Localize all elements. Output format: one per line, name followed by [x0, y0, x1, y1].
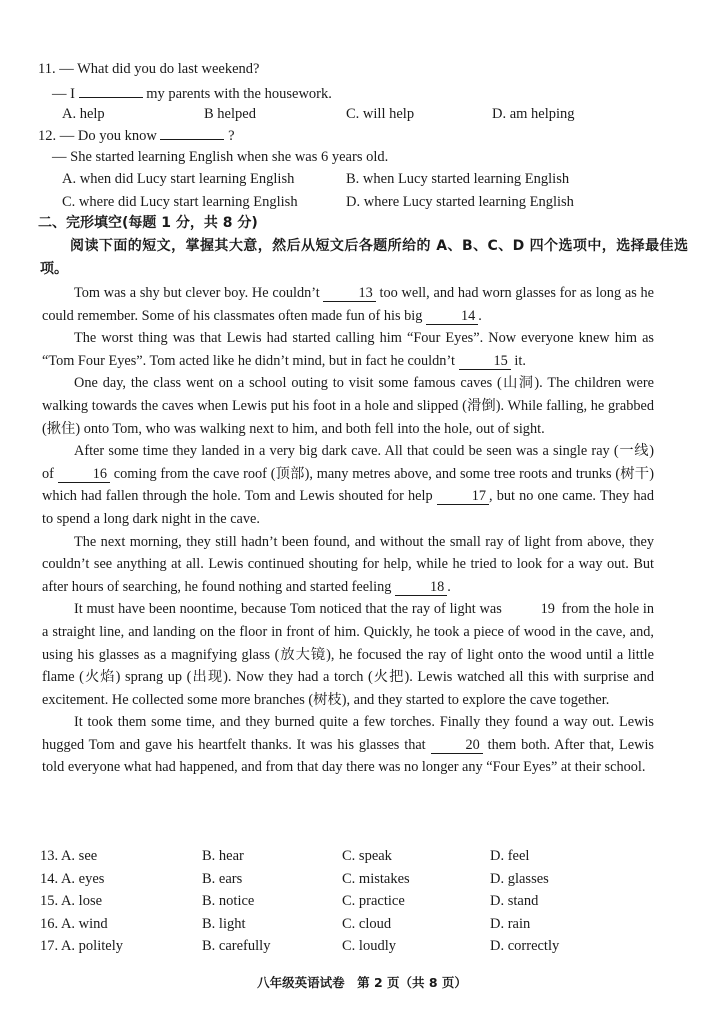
- stem-before: 12. — Do you know: [38, 128, 157, 144]
- blank-19: 19: [540, 601, 555, 618]
- question-12-options-cd: [38, 191, 688, 214]
- blank-14: 14: [426, 309, 478, 325]
- option-d: D. feel: [490, 848, 530, 864]
- cloze-options: [40, 845, 660, 958]
- option-b: B. notice: [202, 893, 255, 910]
- options-13: [40, 845, 660, 868]
- option-a: 17. A. politely: [40, 938, 123, 955]
- text: .: [478, 307, 482, 324]
- option-b: B helped: [204, 106, 256, 123]
- text: too well, and had worn glasses for as long as he could remember. Some of his classmates often made fun of his big: [42, 285, 654, 324]
- option-a: 16. A. wind: [40, 915, 108, 932]
- question-12: [38, 123, 688, 213]
- paragraph-6: [42, 598, 654, 711]
- text: After some time they landed in a very big dark cave. All that could be seen was a single ray (一线) of: [42, 443, 654, 482]
- stem-after: ?: [228, 128, 235, 144]
- answer-blank: [79, 81, 143, 98]
- question-12-stem: [38, 123, 688, 146]
- option-b: B. carefully: [202, 938, 271, 955]
- option-b: B. when Lucy started learning English: [346, 171, 570, 188]
- text: The next morning, they still hadn’t been found, and without the small ray of light from above, they couldn’t see anything at all. Lewis continued shouting for help, while he tried to look for a way out. But after hours of searching, he found nothing and started feeling: [42, 533, 654, 595]
- paragraph-1: [42, 282, 654, 327]
- option-a: 15. A. lose: [40, 893, 103, 910]
- option-c: C. where did Lucy start learning English: [62, 193, 298, 210]
- text: Tom was a shy but clever boy. He couldn’t: [74, 285, 320, 301]
- paragraph-3: One day, the class went on a school outing to visit some famous caves (山洞). The children were walking towards the caves when Lewis put his foot in a hole and slipped (滑倒). While falling, he grabbed (揪住) onto Tom, who was walking next to him, and both fell into the hole, out of sight.: [42, 375, 654, 437]
- option-d: D. stand: [490, 893, 539, 910]
- blank-15: 15: [459, 354, 511, 370]
- option-c: C. practice: [342, 893, 405, 910]
- options-15: [40, 890, 660, 913]
- option-d: D. rain: [490, 915, 531, 932]
- text: them both. After that, Lewis told everyone what had happened, and from that day there was no longer any “Four Eyes” at their school.: [42, 736, 654, 776]
- section-instruction: 阅读下面的短文，掌握其大意，然后从短文后各题所给的 A、B、C、D 四个选项中，选择最佳选项。: [40, 238, 688, 277]
- option-b: B. light: [202, 915, 246, 932]
- text: It took them some time, and they burned quite a few torches. Finally they found a way out. Lewis hugged Tom and gave his heartfelt thanks. It was his glasses that: [42, 714, 654, 753]
- option-b: B. ears: [202, 870, 243, 887]
- question-12-options-ab: [38, 168, 688, 191]
- option-a: 13. A. see: [40, 848, 98, 864]
- option-c: C. speak: [342, 848, 392, 864]
- paragraph-4: [42, 440, 654, 530]
- blank-20: 20: [431, 738, 483, 754]
- option-c: C. loudly: [342, 938, 396, 955]
- response-before: — I: [52, 85, 75, 102]
- text: It must have been noontime, because Tom noticed that the ray of light was: [74, 601, 502, 618]
- blank-17: 17: [437, 489, 489, 505]
- option-c: C. will help: [346, 106, 415, 123]
- question-11-response: [38, 81, 688, 104]
- question-12-response: — She started learning English when she was 6 years old.: [52, 148, 389, 165]
- text: , but no one came. They had to spend a long dark night in the cave.: [42, 488, 654, 527]
- options-16: [40, 913, 660, 936]
- question-11-stem: 11. — What did you do last weekend?: [38, 61, 260, 77]
- option-c: C. mistakes: [342, 870, 410, 887]
- question-11: [38, 58, 688, 126]
- text: it.: [514, 352, 526, 369]
- paragraph-5: [42, 531, 654, 599]
- options-14: [40, 868, 660, 891]
- text: from the hole in a straight line, and landing on the floor in front of him. Quickly, he took a piece of wood in the cave, and, using his glasses as a magnifying glass (放大镜), he focused the ray of light onto the wood until a little flame (火焰) sprang up (出现). Now they had a torch (火把). Lewis watched all this with surprise and excitement. He collected some more branches (树枝), and they started to explore the cave together.: [42, 601, 654, 708]
- text: coming from the cave roof (顶部), many metres above, and some tree roots and trunks (树干) which had fallen through the hole. Tom and Lewis shouted for help: [42, 465, 655, 505]
- option-a: 14. A. eyes: [40, 870, 105, 887]
- section-heading: 二、完形填空(每题 1 分，共 8 分): [38, 215, 258, 231]
- option-d: D. where Lucy started learning English: [346, 193, 574, 210]
- response-after: my parents with the housework.: [146, 85, 332, 102]
- option-a: A. when did Lucy start learning English: [62, 171, 295, 188]
- blank-16: 16: [58, 467, 110, 483]
- text: .: [447, 578, 451, 595]
- options-17: [40, 935, 660, 958]
- blank-13: 13: [323, 286, 375, 302]
- answer-blank: [160, 123, 224, 140]
- option-c: C. cloud: [342, 915, 392, 932]
- option-d: D. glasses: [490, 870, 549, 887]
- blank-18: 18: [395, 580, 447, 596]
- option-d: D. am helping: [492, 106, 575, 123]
- page-footer: 八年级英语试卷 第 2 页（共 8 页）: [257, 975, 467, 990]
- text: The worst thing was that Lewis had started calling him “Four Eyes”. Now everyone knew him as “Tom Four Eyes”. Tom acted like he didn’t mind, but in fact he couldn’t: [42, 330, 654, 369]
- option-a: A. help: [62, 106, 105, 123]
- cloze-passage: [42, 282, 654, 779]
- option-d: D. correctly: [490, 938, 560, 955]
- paragraph-7: [42, 711, 654, 779]
- option-b: B. hear: [202, 848, 244, 864]
- paragraph-2: [42, 327, 654, 372]
